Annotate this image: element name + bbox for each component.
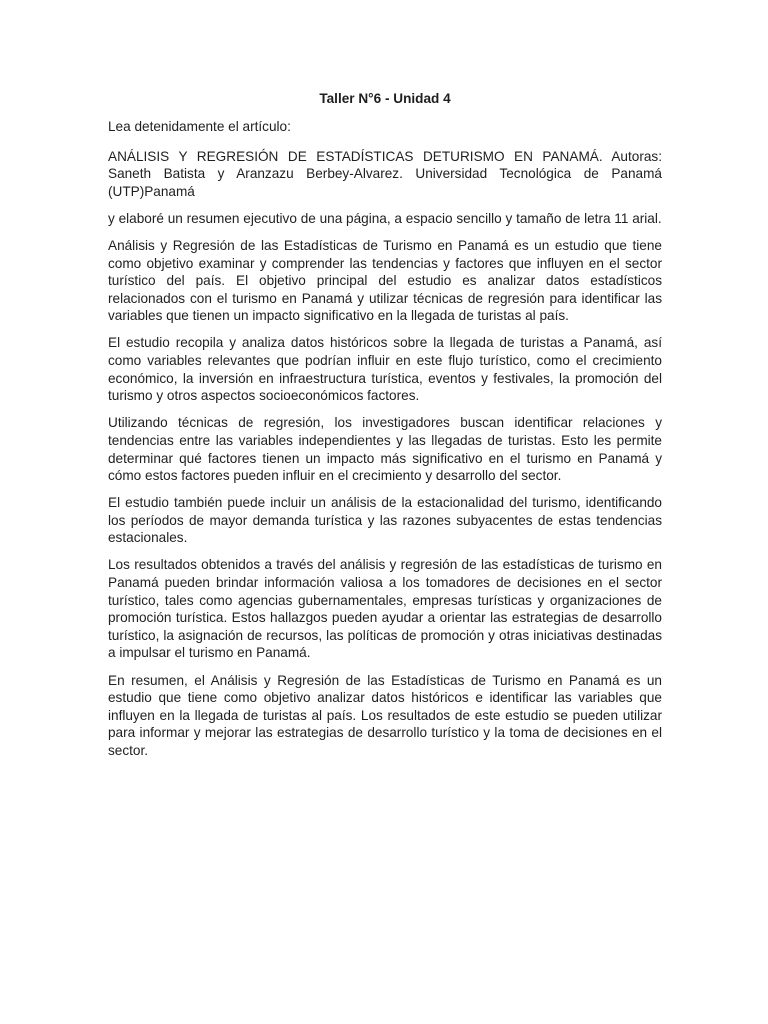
document-page <box>108 89 662 769</box>
summary-paragraph-conclusion: En resumen, el Análisis y Regresión de las Estadísticas de Turismo en Panamá es un estudio que tiene como objetivo analizar datos históricos e identificar las variables que influyen en la llegada de turistas al país. Los resultados de este estudio se pueden utilizar para informar y mejorar las estrategias de desarrollo turístico y la toma de decisiones en el sector. <box>108 672 662 758</box>
summary-paragraph-results: Los resultados obtenidos a través del análisis y regresión de las estadísticas de turismo en Panamá pueden brindar información valiosa a los tomadores de decisiones en el sector turístico, tales como agencias gubernamentales, empresas turísticas y organizaciones de promoción turística. Estos hallazgos pueden ayudar a orientar las estrategias de desarrollo turístico, la asignación de recursos, las políticas de promoción y otras iniciativas destinadas a impulsar el turismo en Panamá. <box>108 557 662 661</box>
instruction-format: y elaboré un resumen ejecutivo de una página, a espacio sencillo y tamaño de letra 11 arial. <box>108 210 662 226</box>
document-title: Taller N°6 - Unidad 4 <box>319 91 451 106</box>
summary-paragraph-seasonality: El estudio también puede incluir un análisis de la estacionalidad del turismo, identificando los períodos de mayor demanda turística y las razones subyacentes de estas tendencias estacionales. <box>108 495 662 546</box>
summary-paragraph-regression: Utilizando técnicas de regresión, los investigadores buscan identificar relaciones y tendencias entre las variables independientes y las llegadas de turistas. Esto les permite determinar qué factores tienen un impacto más significativo en el turismo en Panamá y cómo estos factores pueden influir en el crecimiento y desarrollo del sector. <box>108 415 662 484</box>
article-reference: ANÁLISIS Y REGRESIÓN DE ESTADÍSTICAS DETURISMO EN PANAMÁ. Autoras: Saneth Batista y Aranzazu Berbey-Alvarez. Universidad Tecnológica de Panamá (UTP)Panamá <box>108 148 662 199</box>
instruction-intro: Lea detenidamente el artículo: <box>108 119 291 134</box>
summary-paragraph-data: El estudio recopila y analiza datos históricos sobre la llegada de turistas a Panamá, así como variables relevantes que podrían influir en este flujo turístico, como el crecimiento económico, la inversión en infraestructura turística, eventos y festivales, la promoción del turismo y otros aspectos socioeconómicos factores. <box>108 335 662 404</box>
summary-paragraph-objective: Análisis y Regresión de las Estadísticas de Turismo en Panamá es un estudio que tiene como objetivo examinar y comprender las tendencias y factores que influyen en el sector turístico del país. El objetivo principal del estudio es analizar datos estadísticos relacionados con el turismo en Panamá y utilizar técnicas de regresión para identificar las variables que tienen un impacto significativo en la llegada de turistas al país. <box>108 237 662 324</box>
